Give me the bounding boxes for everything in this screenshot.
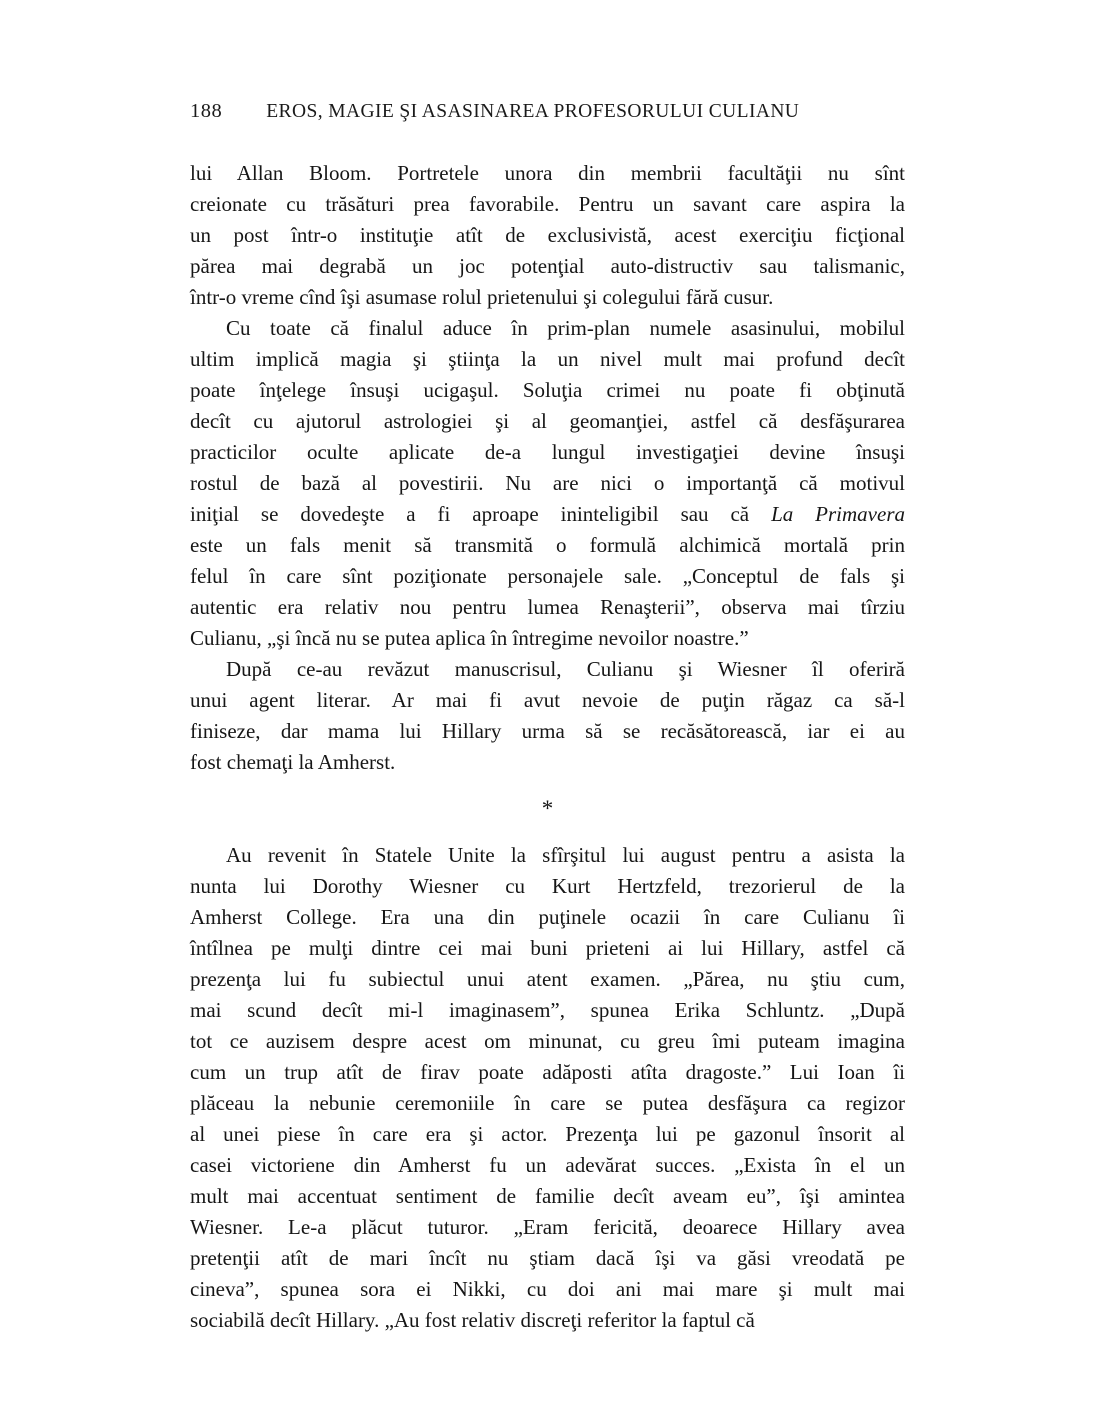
paragraph-nunta-amherst — [190, 840, 905, 1336]
text-line: un post într-o instituţie atît de exclusivistă, acest exerciţiu ficţional — [190, 223, 905, 247]
text-line: cineva”, spunea sora ei Nikki, cu doi ani mai mare şi mult mai — [190, 1277, 905, 1301]
text-line: unui agent literar. Ar mai fi avut nevoie de puţin răgaz ca să-l — [190, 688, 905, 712]
text-line: al unei piese în care era şi actor. Prezenţa lui pe gazonul însorit al — [190, 1122, 905, 1146]
text-line: Wiesner. Le-a plăcut tuturor. „Eram fericită, deoarece Hillary avea — [190, 1215, 905, 1239]
running-title: EROS, MAGIE ŞI ASASINAREA PROFESORULUI CULIANU — [266, 101, 800, 122]
text-line: Amherst College. Era una din puţinele ocazii în care Culianu îi — [190, 905, 905, 929]
text-line: Cu toate că finalul aduce în prim-plan numele asasinului, mobilul — [226, 316, 905, 340]
text-line: iniţial se dovedeşte a fi aproape ininteligibil sau că La Primavera — [190, 502, 905, 526]
text-line: plăceau la nebunie ceremoniile în care se putea desfăşura ca regizor — [190, 1091, 905, 1115]
text-line: felul în care sînt poziţionate personajele sale. „Conceptul de fals şi — [190, 564, 905, 588]
text-line: Au revenit în Statele Unite la sfîrşitul lui august pentru a asista la — [226, 843, 905, 867]
text-line: mai scund decît mi-l imaginasem”, spunea Erika Schluntz. „După — [190, 998, 905, 1022]
text-line: mult mai accentuat sentiment de familie decît aveam eu”, îşi amintea — [190, 1184, 905, 1208]
text-line: lui Allan Bloom. Portretele unora din membrii facultăţii nu sînt — [190, 161, 905, 185]
text-line: într-o vreme cînd îşi asumase rolul prietenului şi colegului fără cusur. — [190, 285, 774, 309]
text-line: rostul de bază al povestirii. Nu are nici o importanţă că motivul — [190, 471, 905, 495]
text-line: decît cu ajutorul astrologiei şi al geomanţiei, astfel că desfăşurarea — [190, 409, 905, 433]
page-number: 188 — [190, 100, 223, 122]
text-line: ultim implică magia şi ştiinţa la un nivel mult mai profund decît — [190, 347, 905, 371]
text-line: Culianu, „şi încă nu se putea aplica în întregime nevoilor noastre.” — [190, 626, 749, 650]
text-line: practicilor oculte aplicate de-a lungul investigaţiei devine însuşi — [190, 440, 905, 464]
text-line: poate înţelege însuşi ucigaşul. Soluţia crimei nu poate fi obţinută — [190, 378, 905, 402]
text-line: cum un trup atît de firav poate adăposti atîta dragoste.” Lui Ioan îi — [190, 1060, 905, 1084]
text-line: autentic era relativ nou pentru lumea Renaşterii”, observa mai tîrziu — [190, 595, 905, 619]
text-line: finiseze, dar mama lui Hillary urma să se recăsătorească, iar ei au — [190, 719, 905, 743]
text-line: fost chemaţi la Amherst. — [190, 750, 396, 774]
text-line: este un fals menit să transmită o formulă alchimică mortală prin — [190, 533, 905, 557]
running-header — [190, 100, 905, 123]
page-body — [190, 158, 905, 1336]
text-line: După ce-au revăzut manuscrisul, Culianu şi Wiesner îl oferiră — [226, 657, 905, 681]
text-line: creionate cu trăsături prea favorabile. Pentru un savant care aspira la — [190, 192, 905, 216]
text-line: părea mai degrabă un joc potenţial auto-distructiv sau talismanic, — [190, 254, 905, 278]
text-line: tot ce auzisem despre acest om minunat, cu greu îmi puteam imagina — [190, 1029, 905, 1053]
section-divider-asterisk: * — [541, 796, 554, 821]
text-line: sociabilă decît Hillary. „Au fost relativ discreţi referitor la faptul că — [190, 1308, 755, 1332]
text-line: nunta lui Dorothy Wiesner cu Kurt Hertzfeld, trezorierul de la — [190, 874, 905, 898]
paragraph-finale-magie — [190, 313, 905, 654]
text-line: întîlnea pe mulţi dintre cei mai buni prieteni ai lui Hillary, astfel că — [190, 936, 905, 960]
paragraph-manuscris — [190, 654, 905, 778]
text-line: prezenţa lui fu subiectul unui atent examen. „Părea, nu ştiu cum, — [190, 967, 905, 991]
paragraph-continuation — [190, 158, 905, 313]
text-line: casei victoriene din Amherst fu un adevărat succes. „Exista în el un — [190, 1153, 905, 1177]
text-line: pretenţii atît de mari încît nu ştiam dacă îşi va găsi vreodată pe — [190, 1246, 905, 1270]
